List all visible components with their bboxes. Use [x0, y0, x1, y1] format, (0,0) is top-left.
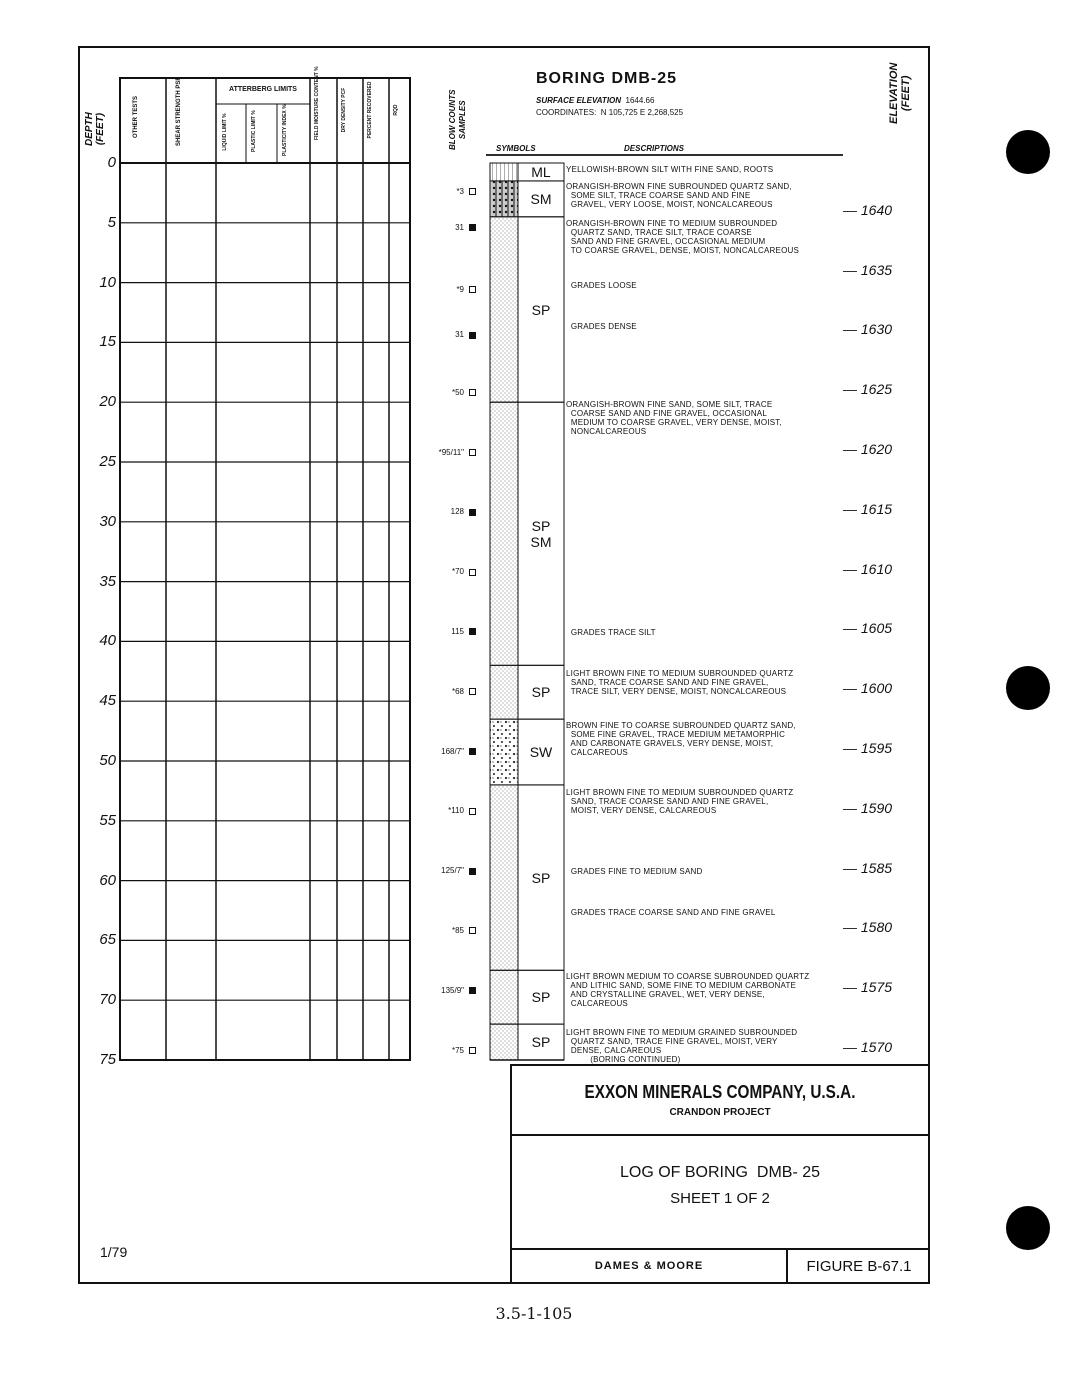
stratum-pattern [490, 181, 518, 217]
depth-tick: 5 [107, 213, 116, 231]
blow-count: 135/9" [441, 986, 476, 995]
depth-tick: 30 [99, 512, 116, 530]
sample-filled-icon [469, 332, 476, 339]
elevation-tick: — 1590 [843, 799, 893, 816]
title-block [510, 1064, 930, 1284]
stratum-description: LIGHT BROWN MEDIUM TO COARSE SUBROUNDED QUARTZ AND LITHIC SAND, SOME FINE TO MEDIUM CARBONATE AND CRYSTALLINE GRAVEL, WET, VERY DENSE, CALCAREOUS [566, 972, 810, 1009]
elevation-tick: — 1580 [843, 919, 893, 936]
elevation-tick: — 1620 [843, 441, 893, 458]
depth-tick: 10 [99, 273, 116, 291]
figure-number: FIGURE B-67.1 [806, 1258, 912, 1275]
stratum-symbol: SW [529, 744, 553, 761]
sample-filled-icon [469, 628, 476, 635]
stratum-pattern [490, 665, 518, 719]
blow-counts-axis-label: BLOW COUNTS SAMPLES [448, 89, 467, 150]
blow-count: 128 [451, 507, 476, 516]
stratum-description: ORANGISH-BROWN FINE SUBROUNDED QUARTZ SAND, SOME SILT, TRACE COARSE SAND AND FINE GRAVEL, VERY LOOSE, MOIST, NONCALCAREOUS [566, 181, 792, 209]
depth-tick: 70 [99, 991, 116, 1009]
header-plastic-limit: PLASTIC LIMIT % [251, 110, 257, 152]
depth-tick: 45 [99, 692, 116, 710]
depth-tick: 55 [99, 811, 116, 829]
sample-open-icon [469, 569, 476, 576]
elevation-tick: — 1570 [843, 1039, 893, 1056]
title-log-section [512, 1134, 928, 1248]
stratum-description: LIGHT BROWN FINE TO MEDIUM GRAINED SUBROUNDED QUARTZ SAND, TRACE FINE GRAVEL, MOIST, VERY DENSE, CALCAREOUS (BORING CONTINUED) [566, 1027, 798, 1064]
elevation-tick: — 1630 [843, 321, 893, 338]
stratum-symbol: SP [531, 869, 551, 886]
blow-count: *9 [456, 285, 476, 294]
elevation-tick: — 1615 [843, 500, 893, 517]
elevation-tick: — 1635 [843, 261, 893, 278]
blow-count: *50 [452, 388, 476, 397]
stratum-pattern [490, 1024, 518, 1060]
depth-tick: 35 [99, 572, 116, 590]
depth-tick: 20 [99, 393, 116, 411]
company-name: EXXON MINERALS COMPANY, U.S.A. [584, 1082, 856, 1102]
depth-tick: 40 [99, 632, 116, 650]
header-plasticity-index: PLASTICITY INDEX % [282, 104, 288, 156]
header-rqd: RQD [393, 104, 399, 116]
surface-elevation: SURFACE ELEVATION 1644.66 [536, 96, 655, 105]
binder-hole-bottom [1006, 1206, 1050, 1250]
depth-tick: 0 [107, 154, 116, 171]
stratum-description: GRADES TRACE COARSE SAND AND FINE GRAVEL [566, 907, 776, 917]
elevation-tick: — 1640 [843, 201, 893, 218]
elevation-tick: — 1605 [843, 620, 893, 637]
depth-tick: 75 [99, 1051, 116, 1068]
stratum-pattern [490, 719, 518, 785]
blow-count: 168/7" [441, 747, 476, 756]
boring-title: BORING DMB-25 [536, 70, 678, 87]
sample-filled-icon [469, 868, 476, 875]
sample-open-icon [469, 389, 476, 396]
stratum-symbol: SP [531, 301, 551, 318]
stratum-description: LIGHT BROWN FINE TO MEDIUM SUBROUNDED QUARTZ SAND, TRACE COARSE SAND AND FINE GRAVEL, TRACE SILT, VERY DENSE, MOIST, NONCALCAREOUS [566, 668, 794, 696]
stratum-description: BROWN FINE TO COARSE SUBROUNDED QUARTZ SAND, SOME FINE GRAVEL, TRACE MEDIUM METAMORPHIC AND CARBONATE GRAVELS, VERY DENSE, MOIST, CALCAREOUS [566, 721, 796, 758]
blow-count: *70 [452, 567, 476, 576]
binder-hole-top [1006, 130, 1050, 174]
page-number: 3.5-1-105 [495, 1304, 573, 1323]
stratum-description: ORANGISH-BROWN FINE SAND, SOME SILT, TRACE COARSE SAND AND FINE GRAVEL, OCCASIONAL MEDIUM TO COARSE GRAVEL, VERY DENSE, MOIST, NONCALCAREOUS [566, 399, 782, 436]
coordinates: COORDINATES: N 105,725 E 2,268,525 [536, 108, 684, 117]
stratum-description: ORANGISH-BROWN FINE TO MEDIUM SUBROUNDED QUARTZ SAND, TRACE SILT, TRACE COARSE SAND AND FINE GRAVEL, OCCASIONAL MEDIUM TO COARSE GRAVEL, DENSE, MOIST, NONCALCAREOUS [566, 219, 800, 256]
elevation-tick: — 1625 [843, 381, 893, 398]
elevation-tick: — 1585 [843, 859, 893, 876]
sample-filled-icon [469, 748, 476, 755]
stratum-symbol: ML [531, 163, 551, 180]
depth-tick: 15 [99, 333, 116, 351]
sample-open-icon [469, 1047, 476, 1054]
title-company-section [512, 1066, 928, 1136]
sample-open-icon [469, 808, 476, 815]
elevation-tick: — 1610 [843, 560, 893, 577]
depth-tick: 25 [99, 453, 116, 470]
date-stamp: 1/79 [100, 1244, 128, 1260]
blow-count: *3 [456, 187, 476, 196]
stratum-pattern [490, 163, 518, 181]
sample-open-icon [469, 449, 476, 456]
blow-count: 31 [455, 330, 476, 339]
symbols-label: SYMBOLS [496, 144, 536, 153]
stratum-pattern [490, 970, 518, 1024]
stratum-pattern [490, 402, 518, 665]
stratum-symbol: SP [531, 684, 551, 701]
header-shear-strength: SHEAR STRENGTH PSF [176, 76, 182, 146]
elevation-tick: — 1595 [843, 740, 893, 757]
sample-filled-icon [469, 509, 476, 516]
elevation-axis-label: ELEVATION (FEET) [888, 62, 912, 124]
sample-filled-icon [469, 224, 476, 231]
header-other-tests: OTHER TESTS [133, 96, 139, 139]
header-liquid-limit: LIQUID LIMIT % [222, 113, 228, 151]
sample-open-icon [469, 188, 476, 195]
header-dry-density: DRY DENSITY PCF [341, 87, 347, 133]
stratum-symbol: SP SM [530, 517, 552, 550]
binder-hole-middle [1006, 666, 1050, 710]
stratum-pattern [490, 217, 518, 402]
sample-open-icon [469, 927, 476, 934]
blow-count: *95/11" [439, 448, 476, 457]
sample-open-icon [469, 688, 476, 695]
blow-count: 31 [455, 223, 476, 232]
header-recovered: PERCENT RECOVERED [367, 81, 373, 139]
depth-tick: 65 [99, 931, 116, 949]
blow-count: 125/7" [441, 866, 476, 875]
stratum-symbol: SM [530, 190, 552, 207]
elevation-tick: — 1600 [843, 680, 893, 697]
header-moisture: FIELD MOISTURE CONTENT % [314, 66, 320, 140]
depth-tick: 50 [99, 752, 116, 769]
stratum-symbol: SP [531, 1034, 551, 1051]
stratum-symbol: SP [531, 989, 551, 1006]
elevation-tick: — 1575 [843, 979, 893, 996]
sample-open-icon [469, 286, 476, 293]
title-footer-section [512, 1248, 928, 1284]
stratum-description: LIGHT BROWN FINE TO MEDIUM SUBROUNDED QUARTZ SAND, TRACE COARSE SAND AND FINE GRAVEL, MOIST, VERY DENSE, CALCAREOUS [566, 788, 794, 816]
blow-count: *75 [452, 1046, 476, 1055]
log-title: LOG OF BORING DMB- 25 [619, 1164, 821, 1181]
sheet-number: SHEET 1 OF 2 [670, 1190, 770, 1207]
depth-tick: 60 [99, 871, 116, 889]
blow-count: 115 [451, 627, 476, 636]
blow-count: *68 [452, 687, 476, 696]
stratum-description: YELLOWISH-BROWN SILT WITH FINE SAND, ROOTS [566, 165, 774, 175]
blow-count: *110 [448, 806, 476, 815]
project-name: CRANDON PROJECT [669, 1107, 771, 1118]
stratum-description: GRADES LOOSE [566, 281, 637, 291]
sample-filled-icon [469, 987, 476, 994]
stratum-description: GRADES FINE TO MEDIUM SAND [566, 867, 703, 877]
figure-divider [786, 1250, 788, 1284]
header-atterberg: ATTERBERG LIMITS [229, 86, 297, 93]
stratum-description: GRADES DENSE [566, 321, 637, 331]
stratum-pattern [490, 785, 518, 970]
descriptions-label: DESCRIPTIONS [624, 144, 685, 153]
stratum-description: GRADES TRACE SILT [566, 628, 656, 638]
firm-name: DAMES & MOORE [594, 1260, 704, 1272]
blow-count: *85 [452, 926, 476, 935]
depth-axis-label: DEPTH (FEET) [84, 112, 106, 146]
